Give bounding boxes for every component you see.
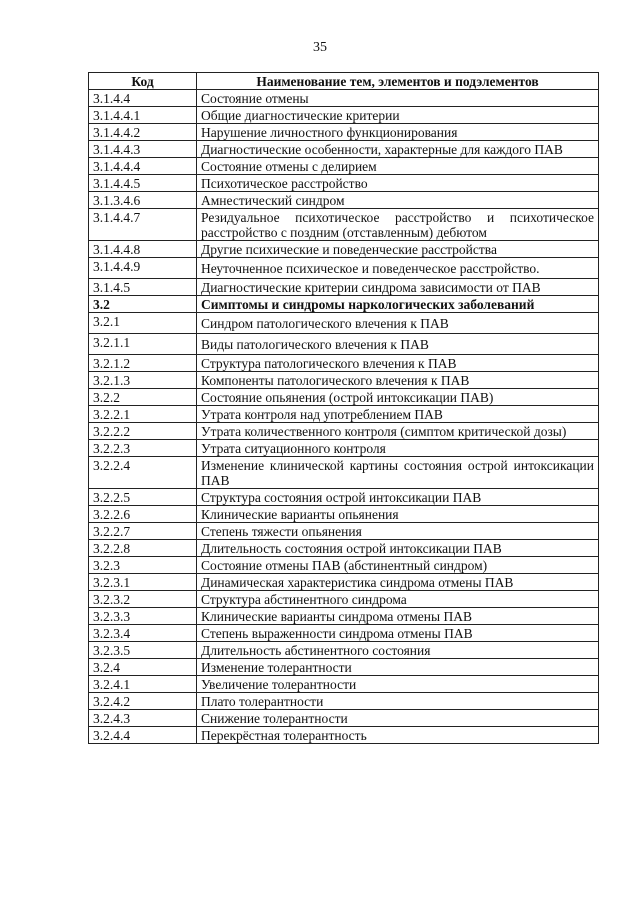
- row-code: 3.2.2.2: [89, 423, 197, 440]
- table-row: [89, 107, 599, 124]
- table-row: [89, 642, 599, 659]
- row-name: Структура абстинентного синдрома: [197, 591, 599, 608]
- row-code: 3.1.4.4.7: [89, 209, 197, 241]
- row-code: 3.2.3.2: [89, 591, 197, 608]
- row-name: Утрата количественного контроля (симптом критической дозы): [197, 423, 599, 440]
- row-name: Степень тяжести опьянения: [197, 523, 599, 540]
- row-name: Общие диагностические критерии: [197, 107, 599, 124]
- table-row: [89, 440, 599, 457]
- row-code: 3.2.1.3: [89, 372, 197, 389]
- row-name: Плато толерантности: [197, 693, 599, 710]
- table-row: [89, 313, 599, 334]
- row-name: Диагностические критерии синдрома зависимости от ПАВ: [197, 279, 599, 296]
- table-row: [89, 574, 599, 591]
- table-row: [89, 141, 599, 158]
- row-name: Другие психические и поведенческие расстройства: [197, 241, 599, 258]
- row-code: 3.2.2.5: [89, 489, 197, 506]
- row-name: Снижение толерантности: [197, 710, 599, 727]
- table-header-row: [89, 73, 599, 90]
- row-code: 3.2: [89, 296, 197, 313]
- column-header-code: Код: [89, 73, 197, 90]
- table-row: [89, 710, 599, 727]
- row-name: Длительность состояния острой интоксикации ПАВ: [197, 540, 599, 557]
- row-name: Утрата ситуационного контроля: [197, 440, 599, 457]
- row-code: 3.1.4.4.1: [89, 107, 197, 124]
- row-code: 3.2.2.1: [89, 406, 197, 423]
- table-row: [89, 406, 599, 423]
- table-row: [89, 355, 599, 372]
- table-row: [89, 540, 599, 557]
- row-name: Амнестический синдром: [197, 192, 599, 209]
- table-row-section-header: [89, 296, 599, 313]
- row-name: Синдром патологического влечения к ПАВ: [197, 313, 599, 334]
- row-code: 3.1.4.4.3: [89, 141, 197, 158]
- table-row: [89, 175, 599, 192]
- table-row: [89, 90, 599, 107]
- row-code: 3.2.1.2: [89, 355, 197, 372]
- table-row: [89, 158, 599, 175]
- row-code: 3.2.2.3: [89, 440, 197, 457]
- row-code: 3.2.2.8: [89, 540, 197, 557]
- table-row: [89, 457, 599, 489]
- table-row: [89, 727, 599, 744]
- row-name: Состояние отмены: [197, 90, 599, 107]
- row-name: Неуточненное психическое и поведенческое расстройство.: [197, 258, 599, 279]
- row-name: Степень выраженности синдрома отмены ПАВ: [197, 625, 599, 642]
- table-row: [89, 372, 599, 389]
- row-code: 3.2.4.2: [89, 693, 197, 710]
- table-row: [89, 334, 599, 355]
- row-code: 3.2.2: [89, 389, 197, 406]
- row-code: 3.1.4.4.9: [89, 258, 197, 279]
- table-row: [89, 279, 599, 296]
- table-row: [89, 506, 599, 523]
- row-code: 3.2.3.4: [89, 625, 197, 642]
- table-body: [89, 90, 599, 744]
- table-row: [89, 124, 599, 141]
- table-row: [89, 423, 599, 440]
- table-row: [89, 192, 599, 209]
- row-code: 3.2.4: [89, 659, 197, 676]
- row-code: 3.2.4.3: [89, 710, 197, 727]
- row-name: Состояние отмены ПАВ (абстинентный синдром): [197, 557, 599, 574]
- row-code: 3.1.4.4.8: [89, 241, 197, 258]
- row-code: 3.2.2.4: [89, 457, 197, 489]
- column-header-name: Наименование тем, элементов и подэлементов: [197, 73, 599, 90]
- row-code: 3.2.1: [89, 313, 197, 334]
- table-row: [89, 389, 599, 406]
- row-code: 3.2.2.6: [89, 506, 197, 523]
- row-code: 3.2.3.3: [89, 608, 197, 625]
- row-name: Структура состояния острой интоксикации ПАВ: [197, 489, 599, 506]
- row-code: 3.1.4.5: [89, 279, 197, 296]
- table-row: [89, 608, 599, 625]
- topics-table: [88, 72, 599, 744]
- row-name: Длительность абстинентного состояния: [197, 642, 599, 659]
- row-code: 3.2.4.1: [89, 676, 197, 693]
- row-code: 3.2.3: [89, 557, 197, 574]
- table-row: [89, 659, 599, 676]
- page-number: 35: [313, 40, 327, 55]
- table-row: [89, 258, 599, 279]
- row-name: Симптомы и синдромы наркологических заболеваний: [197, 296, 599, 313]
- row-name: Диагностические особенности, характерные для каждого ПАВ: [197, 141, 599, 158]
- table-row: [89, 523, 599, 540]
- table-row: [89, 625, 599, 642]
- row-code: 3.1.4.4: [89, 90, 197, 107]
- row-name: Компоненты патологического влечения к ПАВ: [197, 372, 599, 389]
- row-code: 3.1.4.4.4: [89, 158, 197, 175]
- row-name: Структура патологического влечения к ПАВ: [197, 355, 599, 372]
- table-row: [89, 241, 599, 258]
- row-code: 3.2.2.7: [89, 523, 197, 540]
- row-code: 3.2.1.1: [89, 334, 197, 355]
- row-name: Динамическая характеристика синдрома отмены ПАВ: [197, 574, 599, 591]
- row-name: Психотическое расстройство: [197, 175, 599, 192]
- row-name: Резидуальное психотическое расстройство и психотическое расстройство с поздним (отставленным) дебютом: [197, 209, 599, 241]
- table-row: [89, 489, 599, 506]
- row-name: Утрата контроля над употреблением ПАВ: [197, 406, 599, 423]
- table-row: [89, 591, 599, 608]
- row-code: 3.2.4.4: [89, 727, 197, 744]
- row-name: Увеличение толерантности: [197, 676, 599, 693]
- table-row: [89, 209, 599, 241]
- row-name: Состояние опьянения (острой интоксикации ПАВ): [197, 389, 599, 406]
- row-name: Нарушение личностного функционирования: [197, 124, 599, 141]
- row-code: 3.2.3.1: [89, 574, 197, 591]
- row-code: 3.1.4.4.2: [89, 124, 197, 141]
- row-name: Состояние отмены с делирием: [197, 158, 599, 175]
- row-name: Клинические варианты синдрома отмены ПАВ: [197, 608, 599, 625]
- table-row: [89, 693, 599, 710]
- row-code: 3.2.3.5: [89, 642, 197, 659]
- table-row: [89, 676, 599, 693]
- row-name: Изменение толерантности: [197, 659, 599, 676]
- row-code: 3.1.4.4.5: [89, 175, 197, 192]
- row-name: Изменение клинической картины состояния острой интоксикации ПАВ: [197, 457, 599, 489]
- table-row: [89, 557, 599, 574]
- row-name: Виды патологического влечения к ПАВ: [197, 334, 599, 355]
- row-name: Перекрёстная толерантность: [197, 727, 599, 744]
- row-name: Клинические варианты опьянения: [197, 506, 599, 523]
- row-code: 3.1.3.4.6: [89, 192, 197, 209]
